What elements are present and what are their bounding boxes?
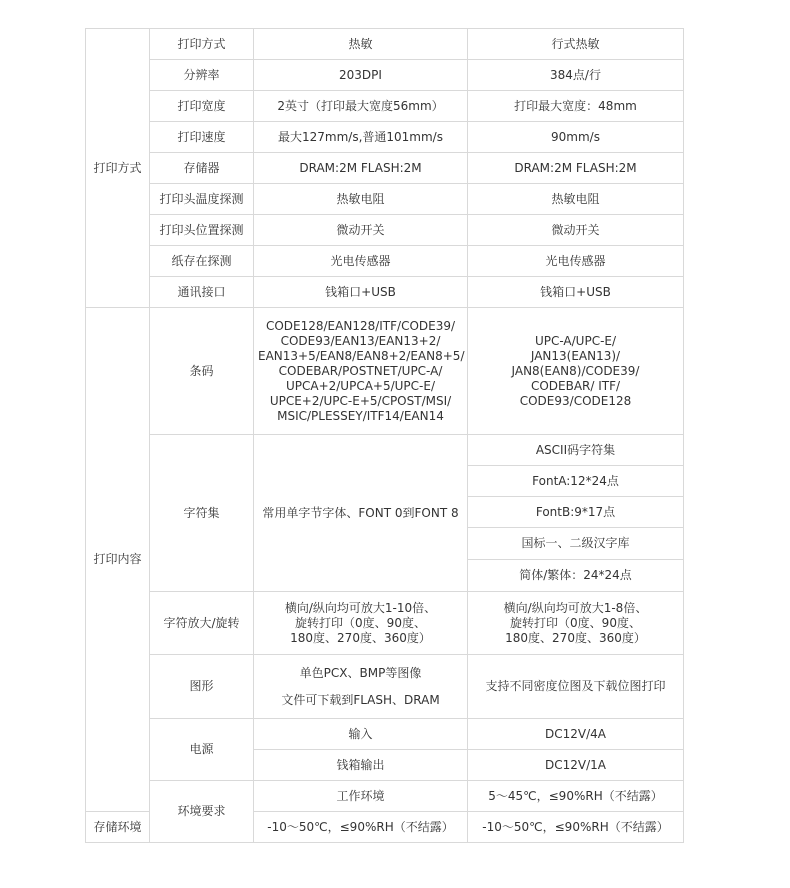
value-resolution-b: 384点/行 [468, 60, 684, 91]
value-work-env-a: 5～45℃，≤90%RH（不结露） [468, 781, 684, 812]
group-power: 电源 [150, 719, 254, 781]
label-width: 打印宽度 [150, 91, 254, 122]
table-row [86, 215, 684, 246]
label-resolution: 分辨率 [150, 60, 254, 91]
value-resolution-a: 203DPI [254, 60, 468, 91]
value-barcode-a: CODE128/EAN128/ITF/CODE39/ CODE93/EAN13/EAN13+2/ EAN13+5/EAN8/EAN8+2/EAN8+5/ CODEBAR/POSTNET/UPC-A/ UPCA+2/UPCA+5/UPC-E/ UPCE+2/UPC-E+5/CPOST/MSI/ MSIC/PLESSEY/ITF14/EAN14 [254, 308, 468, 435]
table-row [86, 435, 684, 466]
label-work-env: 工作环境 [254, 781, 468, 812]
value-storage-b: DRAM:2M FLASH:2M [468, 153, 684, 184]
value-store-env-a: -10～50℃，≤90%RH（不结露） [254, 812, 468, 843]
value-interface-a: 钱箱口+USB [254, 277, 468, 308]
value-charset-b-4: 简体/繁体：24*24点 [468, 560, 684, 592]
value-barcode-b: UPC-A/UPC-E/ JAN13(EAN13)/ JAN8(EAN8)/CODE39/ CODEBAR/ ITF/ CODE93/CODE128 [468, 308, 684, 435]
label-head-temp: 打印头温度探测 [150, 184, 254, 215]
group-print-content: 打印内容 [86, 308, 150, 812]
table-row [86, 122, 684, 153]
table-row [86, 655, 684, 719]
label-drawer-out: 钱箱输出 [254, 750, 468, 781]
value-graphics-a: 单色PCX、BMP等图像 文件可下载到FLASH、DRAM [254, 655, 468, 719]
value-storage-a: DRAM:2M FLASH:2M [254, 153, 468, 184]
value-head-pos-a: 微动开关 [254, 215, 468, 246]
value-charset-b-2: FontB:9*17点 [468, 497, 684, 528]
value-input-a: DC12V/4A [468, 719, 684, 750]
label-charset: 字符集 [150, 435, 254, 592]
label-speed: 打印速度 [150, 122, 254, 153]
group-print-method: 打印方式 [86, 29, 150, 308]
value-interface-b: 钱箱口+USB [468, 277, 684, 308]
table-row [86, 153, 684, 184]
value-graphics-b: 支持不同密度位图及下载位图打印 [468, 655, 684, 719]
label-method: 打印方式 [150, 29, 254, 60]
value-charset-b-3: 国标一、二级汉字库 [468, 528, 684, 560]
value-method-b: 行式热敏 [468, 29, 684, 60]
label-barcode: 条码 [150, 308, 254, 435]
value-speed-a: 最大127mm/s,普通101mm/s [254, 122, 468, 153]
label-paper: 纸存在探测 [150, 246, 254, 277]
label-zoom: 字符放大/旋转 [150, 592, 254, 655]
value-drawer-out-a: DC12V/1A [468, 750, 684, 781]
label-storage: 存储器 [150, 153, 254, 184]
value-zoom-b: 横向/纵向均可放大1-8倍、 旋转打印（0度、90度、 180度、270度、360度） [468, 592, 684, 655]
table-row [86, 184, 684, 215]
table-row [86, 277, 684, 308]
value-paper-b: 光电传感器 [468, 246, 684, 277]
spec-table [85, 28, 684, 843]
label-input: 输入 [254, 719, 468, 750]
table-row [86, 781, 684, 812]
table-row [86, 60, 684, 91]
value-head-temp-a: 热敏电阻 [254, 184, 468, 215]
label-interface: 通讯接口 [150, 277, 254, 308]
value-head-pos-b: 微动开关 [468, 215, 684, 246]
value-width-a: 2英寸（打印最大宽度56mm） [254, 91, 468, 122]
table-row [86, 91, 684, 122]
value-charset-b-0: ASCII码字符集 [468, 435, 684, 466]
value-charset-b-1: FontA:12*24点 [468, 466, 684, 497]
table-row [86, 592, 684, 655]
value-zoom-a: 横向/纵向均可放大1-10倍、 旋转打印（0度、90度、 180度、270度、360度） [254, 592, 468, 655]
table-row [86, 719, 684, 750]
table-row [86, 308, 684, 435]
value-store-env-b: -10～50℃，≤90%RH（不结露） [468, 812, 684, 843]
table-row [86, 29, 684, 60]
table-row [86, 246, 684, 277]
value-method-a: 热敏 [254, 29, 468, 60]
value-head-temp-b: 热敏电阻 [468, 184, 684, 215]
value-charset-a: 常用单字节字体、FONT 0到FONT 8 [254, 435, 468, 592]
label-store-env: 存储环境 [86, 812, 150, 843]
value-width-b: 打印最大宽度：48mm [468, 91, 684, 122]
value-paper-a: 光电传感器 [254, 246, 468, 277]
label-head-pos: 打印头位置探测 [150, 215, 254, 246]
value-speed-b: 90mm/s [468, 122, 684, 153]
label-graphics: 图形 [150, 655, 254, 719]
group-environment: 环境要求 [150, 781, 254, 843]
